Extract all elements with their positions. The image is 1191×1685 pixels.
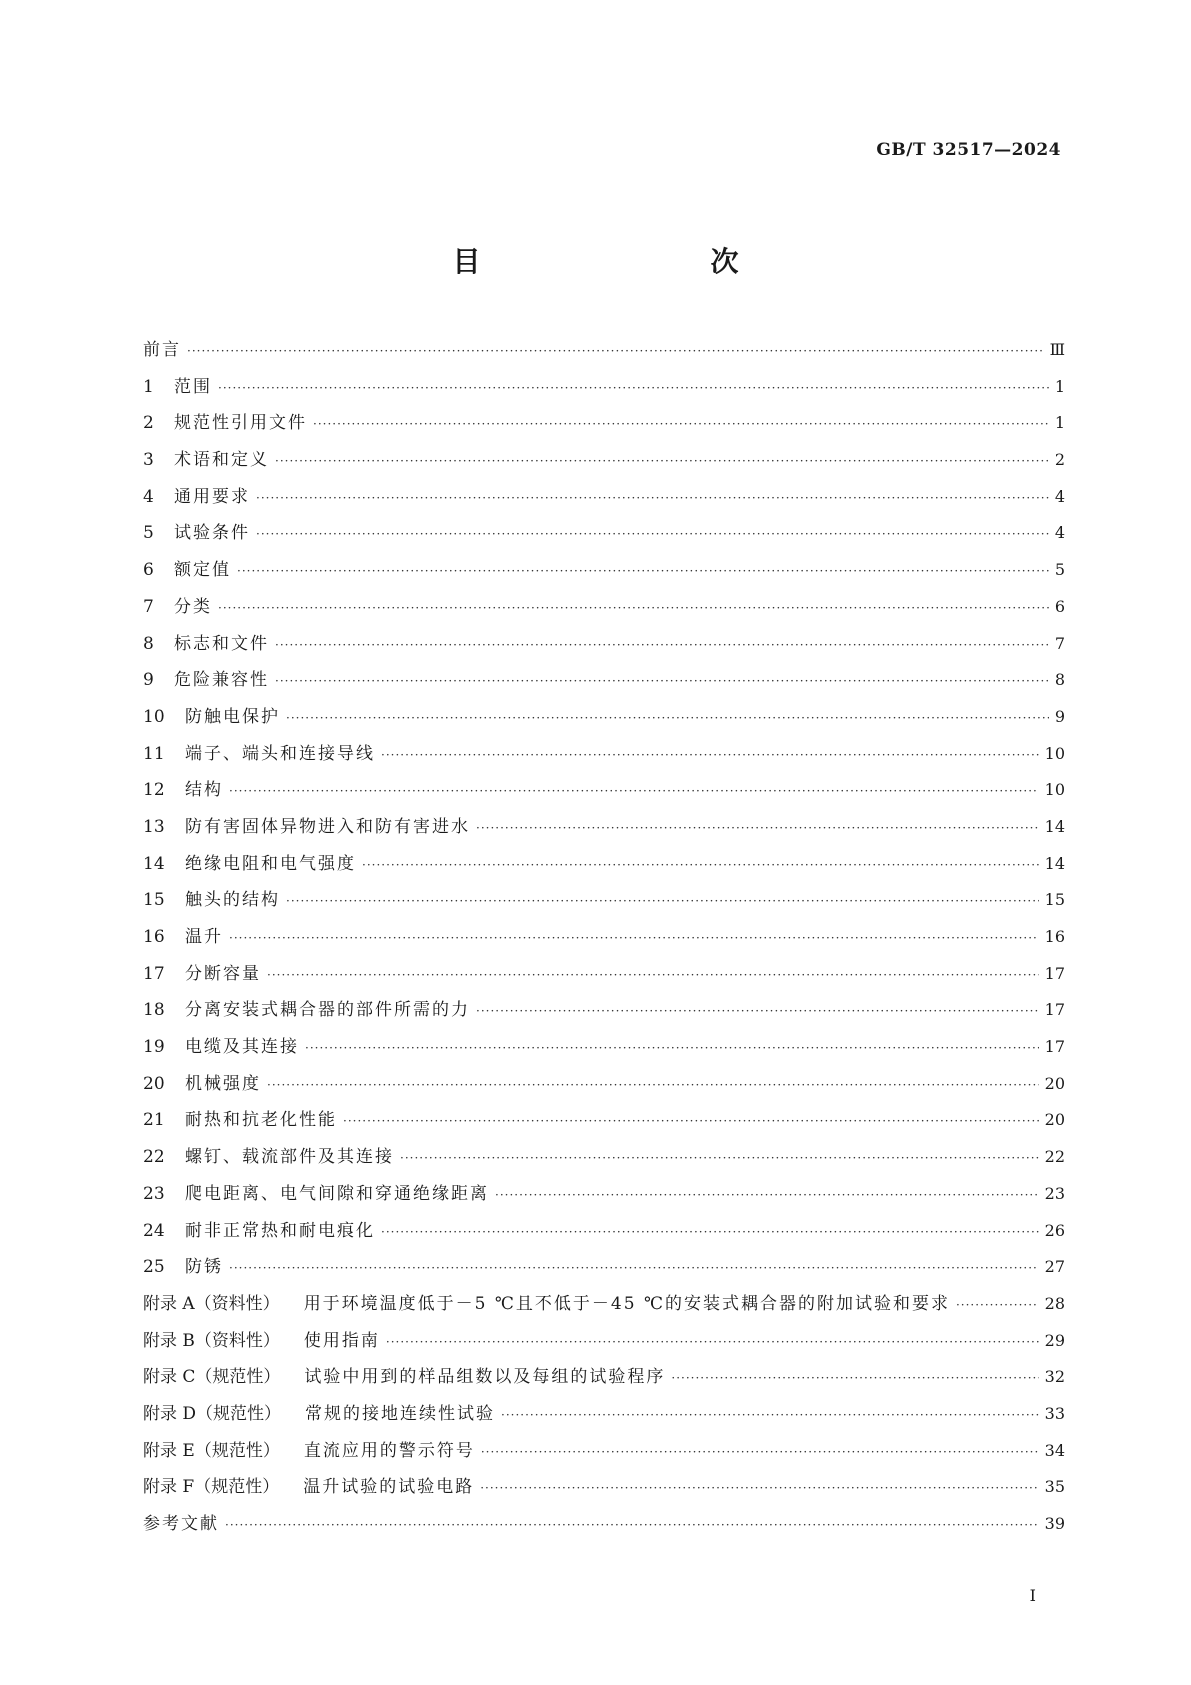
dot-leader [381,1221,1039,1243]
toc-annex-label: 附录 E（规范性） [143,1440,280,1461]
dot-leader [229,780,1039,802]
toc-entry[interactable] [143,596,1065,633]
toc-entry-title: 螺钉、载流部件及其连接 [185,1147,394,1168]
toc-entry-page: 23 [1044,1183,1065,1203]
toc-entry-page: 33 [1044,1403,1065,1423]
toc-entry[interactable] [143,633,1065,670]
toc-entry-title: 爬电距离、电气间隙和穿通绝缘距离 [185,1183,489,1204]
toc-entry-number: 15 [143,890,165,911]
toc-entry-page: 16 [1044,927,1065,946]
toc-entry-title: 规范性引用文件 [174,413,307,434]
toc-entry-title: 用于环境温度低于－5 ℃且不低于－45 ℃的安装式耦合器的附加试验和要求 [303,1293,950,1314]
toc-annex-label: 附录 A（资料性） [143,1293,280,1314]
toc-entry-page: 4 [1054,523,1065,543]
page-number: Ⅰ [1029,1586,1036,1605]
toc-entry-page: 14 [1044,816,1065,836]
toc-entry-page: 17 [1044,1037,1065,1057]
toc-entry-number: 11 [143,743,165,764]
toc-entry-title: 标志和文件 [174,633,269,654]
toc-annex-label: 附录 D（规范性） [143,1403,282,1424]
toc-entry[interactable] [143,1330,1065,1367]
toc-entry[interactable] [143,1403,1065,1440]
toc-entry-page: 10 [1044,780,1065,800]
dot-leader [275,634,1049,656]
toc-entry-title: 分类 [174,596,212,617]
toc-entry-title: 危险兼容性 [174,670,269,691]
dot-leader [362,854,1039,876]
toc-entry[interactable] [143,816,1065,853]
toc-entry-title: 结构 [185,780,223,801]
toc-entry[interactable] [143,486,1065,523]
toc-entry-title: 防有害固体异物进入和防有害进水 [185,816,470,837]
dot-leader [237,560,1049,582]
toc-entry-page: Ⅲ [1049,340,1065,359]
toc-entry-title: 前言 [143,340,181,360]
toc-entry-page: 1 [1054,413,1065,433]
toc-entry-page: 14 [1044,853,1065,873]
toc-entry-number: 6 [143,560,154,581]
toc-entry-page: 7 [1054,633,1065,653]
toc-entry[interactable] [143,339,1065,376]
toc-entry-number: 7 [143,596,154,617]
toc-entry-page: 15 [1044,890,1065,910]
toc-entry-number: 8 [143,633,154,654]
dot-leader [267,1074,1039,1096]
toc-entry-number: 12 [143,780,165,801]
toc-entry-number: 18 [143,1000,165,1021]
toc-entry[interactable] [143,1366,1065,1403]
toc-entry-page: 26 [1044,1220,1065,1240]
toc-entry-page: 8 [1054,670,1065,690]
toc-entry-title: 耐热和抗老化性能 [185,1110,337,1131]
dot-leader [956,1294,1039,1316]
toc-entry-page: 6 [1054,596,1065,616]
toc-entry-page: 27 [1044,1257,1065,1277]
toc-entry[interactable] [143,963,1065,1000]
toc-entry[interactable] [143,926,1065,963]
dot-leader [286,707,1049,729]
toc-entry-number: 14 [143,853,165,874]
toc-entry-number: 10 [143,706,165,727]
dot-leader [495,1184,1039,1206]
dot-leader [671,1367,1038,1389]
toc-entry-number: 9 [143,670,154,691]
toc-annex-label: 附录 C（规范性） [143,1367,281,1388]
dot-leader [218,377,1049,399]
toc-entry-title: 分断容量 [185,963,261,984]
dot-leader [256,523,1049,545]
toc-entry-number: 3 [143,450,154,471]
toc-entry-page: 17 [1044,1000,1065,1020]
toc-entry-page: 9 [1054,706,1065,726]
dot-leader [256,487,1049,509]
toc-entry-number: 23 [143,1183,165,1204]
dot-leader [218,597,1049,619]
page-title: 目 次 [452,245,797,278]
toc-entry[interactable] [143,1073,1065,1110]
toc-entry-page: 4 [1054,486,1065,506]
toc-entry-page: 28 [1044,1293,1065,1313]
dot-leader [313,413,1049,435]
toc-entry[interactable] [143,376,1065,413]
toc-entry-number: 25 [143,1257,165,1278]
toc-entry[interactable] [143,1293,1065,1330]
dot-leader [476,1000,1039,1022]
toc-entry-number: 24 [143,1220,165,1241]
toc-entry-title: 绝缘电阻和电气强度 [185,853,356,874]
toc-entry-number: 4 [143,486,154,507]
toc-entry-page: 1 [1054,376,1065,396]
toc-entry-number: 20 [143,1073,165,1094]
toc-entry-title: 使用指南 [303,1330,380,1351]
dot-leader [386,1331,1039,1353]
toc-entry[interactable] [143,412,1065,449]
dot-leader [286,890,1039,912]
toc-entry-title: 直流应用的警示符号 [303,1440,475,1461]
toc-entry-title: 额定值 [174,560,231,581]
dot-leader [225,1514,1039,1536]
toc-entry[interactable] [143,743,1065,780]
toc-entry-number: 22 [143,1147,165,1168]
toc-entry-title: 防触电保护 [185,706,280,727]
toc-entry-number: 16 [143,927,165,947]
toc-entry-title: 试验条件 [174,523,250,544]
toc-annex-label: 附录 B（资料性） [143,1330,280,1351]
toc-entry[interactable] [143,1513,1065,1550]
toc-entry[interactable] [143,1256,1065,1293]
toc-entry-title: 端子、端头和连接导线 [185,743,375,764]
toc-entry[interactable] [143,1476,1065,1513]
toc-entry-page: 17 [1044,963,1065,983]
toc-entry-title: 通用要求 [174,486,250,507]
dot-leader [481,1441,1039,1463]
toc-entry-number: 21 [143,1110,165,1131]
toc-entry[interactable] [143,559,1065,596]
toc-entry-title: 耐非正常热和耐电痕化 [185,1220,375,1241]
dot-leader [229,927,1039,949]
toc-entry-page: 39 [1044,1514,1065,1533]
toc-entry[interactable] [143,1036,1065,1073]
toc-entry[interactable] [143,706,1065,743]
dot-leader [343,1110,1039,1132]
toc-entry-title: 常规的接地连续性试验 [305,1403,496,1424]
dot-leader [229,1257,1039,1279]
toc-entry[interactable] [143,889,1065,926]
toc-entry-page: 22 [1044,1147,1065,1167]
toc-entry[interactable] [143,449,1065,486]
dot-leader [187,340,1044,362]
toc-entry[interactable] [143,1440,1065,1477]
toc-entry-page: 32 [1044,1367,1065,1387]
toc-entry-page: 20 [1044,1110,1065,1130]
toc-entry[interactable] [143,1109,1065,1146]
toc-annex-label: 附录 F（规范性） [143,1477,280,1498]
toc-entry-title: 电缆及其连接 [185,1037,299,1058]
toc-entry-title: 术语和定义 [174,450,269,471]
toc-entry-title: 触头的结构 [185,890,280,911]
dot-leader [400,1147,1039,1169]
toc-entry-title: 温升试验的试验电路 [303,1477,475,1498]
toc-entry-title: 范围 [174,376,212,397]
toc-entry-title: 温升 [185,927,223,947]
toc-entry[interactable] [143,779,1065,816]
toc-entry-title: 机械强度 [185,1073,261,1094]
toc-entry-page: 35 [1044,1477,1065,1497]
dot-leader [275,450,1049,472]
dot-leader [381,744,1039,766]
toc-entry[interactable] [143,999,1065,1036]
toc-entry-page: 34 [1044,1440,1065,1460]
dot-leader [305,1037,1039,1059]
dot-leader [480,1477,1038,1499]
toc-entry-number: 1 [143,376,154,397]
toc-entry[interactable] [143,522,1065,559]
dot-leader [476,817,1039,839]
toc-entry-title: 分离安装式耦合器的部件所需的力 [185,1000,470,1021]
toc-entry[interactable] [143,1146,1065,1183]
dot-leader [275,670,1049,692]
toc-entry-title: 参考文献 [143,1514,219,1534]
toc-entry-page: 5 [1054,560,1065,580]
toc-entry-title: 防锈 [185,1257,223,1278]
toc-entry-number: 13 [143,816,165,837]
standard-code: GB/T 32517—2024 [876,140,1061,160]
toc-entry-page: 10 [1044,743,1065,763]
toc-entry[interactable] [143,1183,1065,1220]
toc-entry[interactable] [143,1220,1065,1257]
dot-leader [501,1404,1039,1426]
toc-entry-title: 试验中用到的样品组数以及每组的试验程序 [304,1367,666,1388]
toc-entry[interactable] [143,669,1065,706]
toc-entry-number: 19 [143,1037,165,1058]
toc-entry-number: 17 [143,963,165,984]
toc-entry-number: 2 [143,413,154,434]
toc-entry-page: 29 [1044,1330,1065,1350]
table-of-contents [143,339,1065,1550]
toc-entry-page: 20 [1044,1073,1065,1093]
toc-entry[interactable] [143,853,1065,890]
toc-entry-number: 5 [143,523,154,544]
dot-leader [267,964,1039,986]
toc-entry-page: 2 [1054,450,1065,470]
